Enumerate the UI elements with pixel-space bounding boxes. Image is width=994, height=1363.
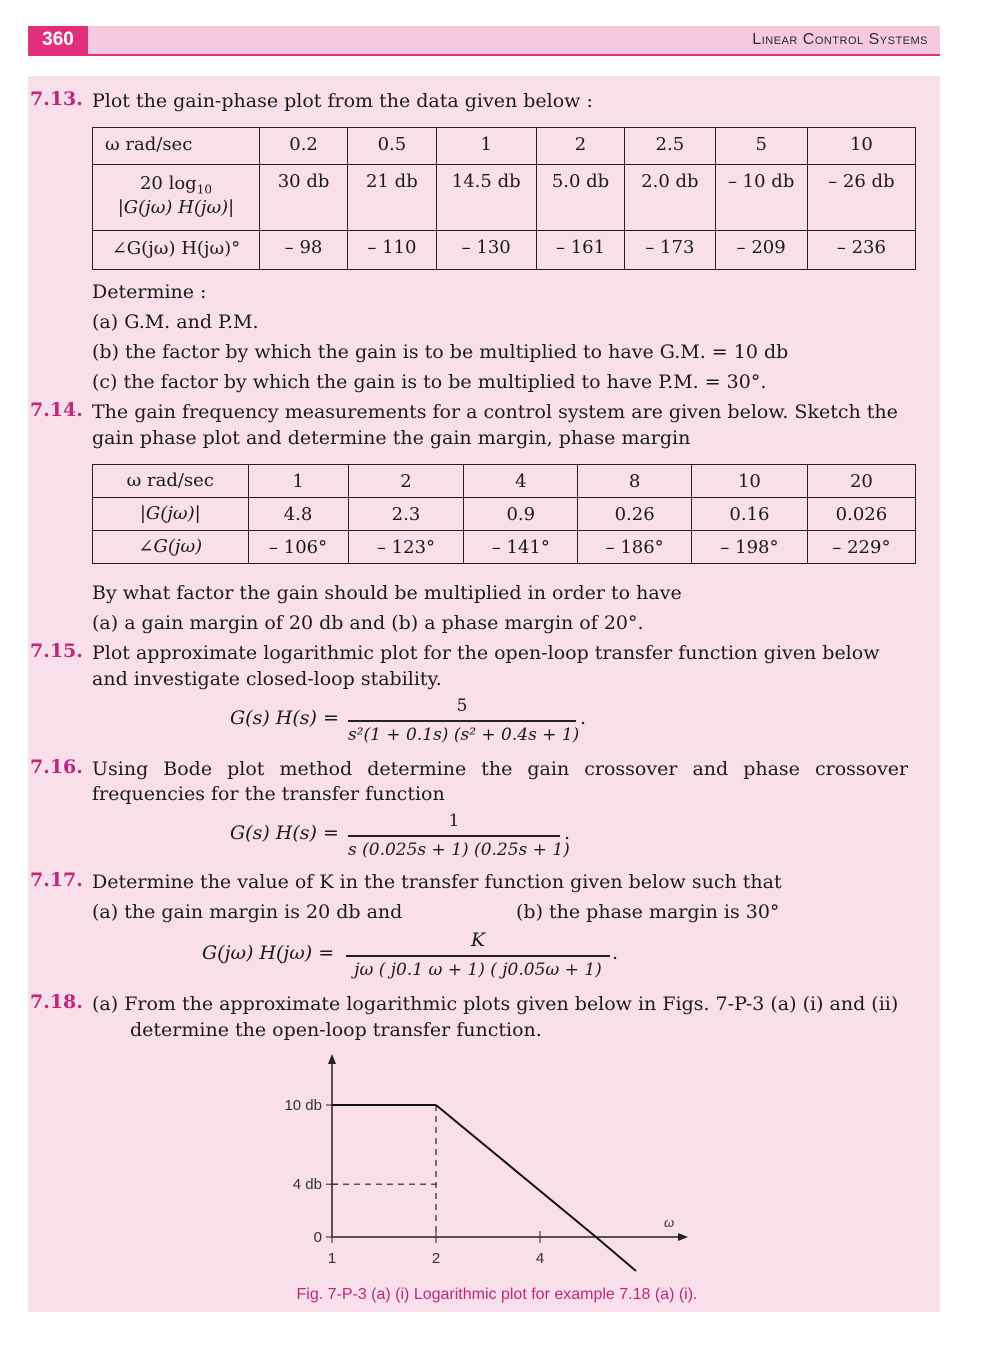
equation-denominator: jω ( j0.1 ω + 1) ( j0.05ω + 1) xyxy=(354,960,602,980)
table-cell: 10 xyxy=(807,128,915,165)
table-cell: 1 xyxy=(248,465,348,498)
row-label: ω rad/sec xyxy=(93,465,249,498)
question-text: (a) From the approximate logarithmic plots given below in Figs. 7-P-3 (a) (i) and (ii) xyxy=(92,993,899,1015)
table-cell: 0.9 xyxy=(464,498,578,531)
table-cell: 0.5 xyxy=(348,128,436,165)
question-number: 7.18. xyxy=(30,991,83,1013)
table-cell: 0.026 xyxy=(807,498,915,531)
table-cell: – 141° xyxy=(464,531,578,564)
equation-lhs: G(s) H(s) = xyxy=(230,707,339,729)
table-cell: 2.5 xyxy=(625,128,715,165)
row-label: ω rad/sec xyxy=(93,128,260,165)
table-cell: – 173 xyxy=(625,231,715,270)
y-axis-arrow xyxy=(328,1054,336,1064)
fraction-line xyxy=(348,720,576,722)
equation-lhs: G(jω) H(jω) = xyxy=(202,942,335,964)
list-item: (c) the factor by which the gain is to be multiplied to have P.M. = 30°. xyxy=(92,371,767,393)
table-cell: 5 xyxy=(715,128,807,165)
y-tick-label: 4 db xyxy=(292,1176,322,1194)
x-axis-arrow xyxy=(678,1233,688,1241)
question-text: frequencies for the transfer function xyxy=(92,783,445,805)
paragraph: (a) a gain margin of 20 db and (b) a phase margin of 20°. xyxy=(92,612,644,634)
figure-caption: Fig. 7-P-3 (a) (i) Logarithmic plot for example 7.18 (a) (i). xyxy=(296,1286,698,1303)
equation-period: . xyxy=(612,942,619,964)
table-cell: 2.3 xyxy=(348,498,464,531)
page-header xyxy=(28,26,940,56)
table-cell: 14.5 db xyxy=(436,165,536,231)
page-number: 360 xyxy=(28,26,88,54)
equation-numerator: K xyxy=(470,929,486,951)
table-cell: – 161 xyxy=(536,231,624,270)
equation-period: . xyxy=(580,707,587,729)
table-cell: – 110 xyxy=(348,231,436,270)
determine-label: Determine : xyxy=(92,281,207,303)
question-text: Plot approximate logarithmic plot for the open-loop transfer function given below xyxy=(92,642,880,664)
equation-period: . xyxy=(564,822,571,844)
equation-numerator: 1 xyxy=(448,811,460,831)
table-cell: 8 xyxy=(578,465,692,498)
data-table-7-14 xyxy=(92,464,916,564)
paragraph: By what factor the gain should be multiplied in order to have xyxy=(92,582,682,604)
table-cell: – 130 xyxy=(436,231,536,270)
question-text: and investigate closed-loop stability. xyxy=(92,668,442,690)
table-cell: – 98 xyxy=(259,231,347,270)
question-text: determine the open-loop transfer function. xyxy=(130,1019,542,1041)
x-axis-label: ω xyxy=(664,1215,675,1230)
table-cell: 5.0 db xyxy=(536,165,624,231)
question-text: Plot the gain-phase plot from the data given below : xyxy=(92,90,593,112)
fraction-line xyxy=(348,835,560,837)
list-item: (a) G.M. and P.M. xyxy=(92,311,259,333)
y-tick-label: 10 db xyxy=(284,1097,322,1114)
table-cell: 0.2 xyxy=(259,128,347,165)
list-item: (b) the phase margin is 30° xyxy=(516,901,780,923)
table-cell: 0.26 xyxy=(578,498,692,531)
question-text: gain phase plot and determine the gain margin, phase margin xyxy=(92,427,691,449)
table-cell: 21 db xyxy=(348,165,436,231)
plot-segment-slope-ext xyxy=(596,1237,636,1271)
x-tick-label: 1 xyxy=(327,1250,337,1267)
question-text: Determine the value of K in the transfer function given below such that xyxy=(92,871,782,893)
y-tick-label: 0 xyxy=(313,1229,322,1246)
equation-lhs: G(s) H(s) = xyxy=(230,822,339,844)
x-tick-label: 4 xyxy=(535,1250,545,1267)
data-table-7-13 xyxy=(92,127,916,270)
table-cell: 2 xyxy=(348,465,464,498)
table-cell: 10 xyxy=(692,465,808,498)
equation-numerator: 5 xyxy=(456,696,468,716)
table-cell: 30 db xyxy=(259,165,347,231)
question-text: The gain frequency measurements for a control system are given below. Sketch the xyxy=(92,401,898,423)
table-cell: 0.16 xyxy=(692,498,808,531)
equation-denominator: s²(1 + 0.1s) (s² + 0.4s + 1) xyxy=(348,725,580,745)
table-cell: – 10 db xyxy=(715,165,807,231)
table-cell: – 198° xyxy=(692,531,808,564)
table-cell: – 209 xyxy=(715,231,807,270)
table-cell: – 106° xyxy=(248,531,348,564)
row-label: |G(jω)| xyxy=(93,498,249,531)
fraction-line xyxy=(346,955,610,957)
log-plot-chart xyxy=(260,1050,720,1280)
table-cell: 20 xyxy=(807,465,915,498)
table-cell: 2 xyxy=(536,128,624,165)
question-number: 7.17. xyxy=(30,869,83,891)
question-number: 7.15. xyxy=(30,640,83,662)
row-label: ∠G(jω) H(jω)° xyxy=(93,231,260,270)
x-tick-label: 2 xyxy=(431,1250,441,1267)
question-number: 7.16. xyxy=(30,756,83,778)
list-item: (b) the factor by which the gain is to be multiplied to have G.M. = 10 db xyxy=(92,341,789,363)
table-cell: 1 xyxy=(436,128,536,165)
row-label: 20 $\log_{10}$ |G(jω) H(jω)| xyxy=(93,165,260,231)
question-text: Using Bode plot method determine the gain crossover and phase crossover xyxy=(92,758,909,780)
running-title: Linear Control Systems xyxy=(752,31,928,48)
table-cell: – 123° xyxy=(348,531,464,564)
question-number: 7.14. xyxy=(30,399,83,421)
table-cell: – 186° xyxy=(578,531,692,564)
table-cell: 2.0 db xyxy=(625,165,715,231)
table-cell: – 26 db xyxy=(807,165,915,231)
plot-segment-slope xyxy=(436,1105,596,1237)
table-cell: 4 xyxy=(464,465,578,498)
equation-denominator: s (0.025s + 1) (0.25s + 1) xyxy=(348,840,570,860)
table-cell: – 236 xyxy=(807,231,915,270)
row-label: ∠G(jω) xyxy=(93,531,249,564)
table-cell: – 229° xyxy=(807,531,915,564)
question-number: 7.13. xyxy=(30,88,83,110)
list-item: (a) the gain margin is 20 db and xyxy=(92,901,403,923)
table-cell: 4.8 xyxy=(248,498,348,531)
